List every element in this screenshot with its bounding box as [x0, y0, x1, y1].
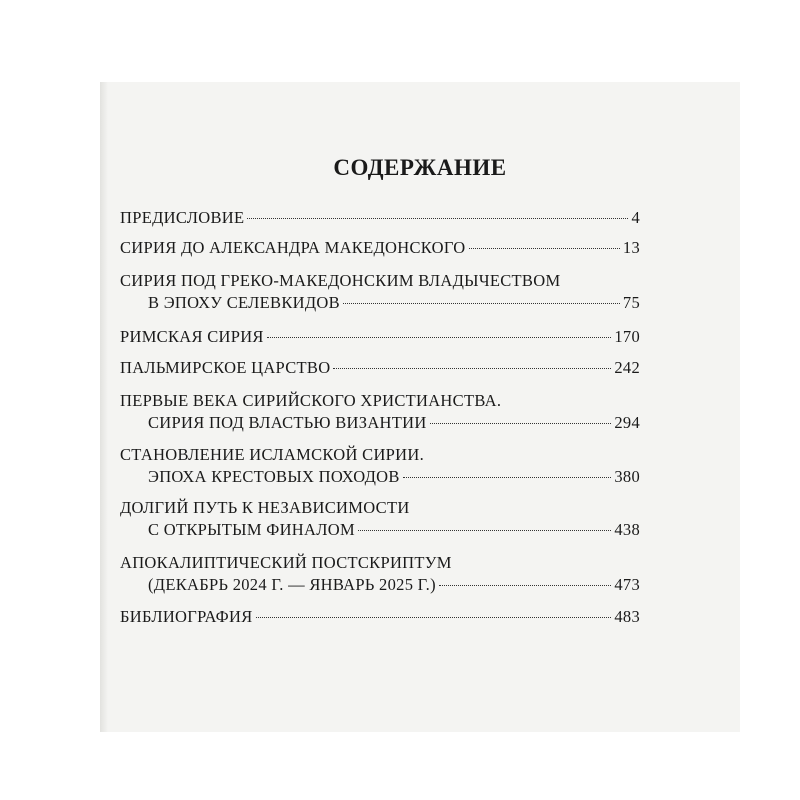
toc-entry-title-line2: ЭПОХА КРЕСТОВЫХ ПОХОДОВ [148, 467, 400, 486]
dot-leader [256, 617, 612, 618]
toc-entry-title-line1: АПОКАЛИПТИЧЕСКИЙ ПОСТСКРИПТУМ [120, 553, 452, 572]
dot-leader [358, 530, 611, 531]
toc-entry [120, 390, 640, 434]
dot-leader [430, 423, 612, 424]
toc-entry-title: РИМСКАЯ СИРИЯ [120, 327, 264, 346]
toc-page-number: 294 [614, 413, 640, 432]
toc-entry-title-line1: ДОЛГИЙ ПУТЬ К НЕЗАВИСИМОСТИ [120, 498, 410, 517]
dot-leader [469, 248, 620, 249]
toc-entry-title-line1: СТАНОВЛЕНИЕ ИСЛАМСКОЙ СИРИИ. [120, 445, 424, 464]
toc-page-number: 13 [622, 238, 640, 257]
toc-entry [120, 444, 640, 488]
toc-entry [120, 357, 640, 379]
toc-entry [120, 552, 640, 596]
toc-page-number: 242 [614, 358, 640, 377]
toc-page-number: 170 [614, 327, 640, 346]
toc-page-number: 473 [614, 575, 640, 594]
dot-leader [333, 368, 611, 369]
toc-title: СОДЕРЖАНИЕ [333, 155, 507, 180]
toc-entry [120, 606, 640, 628]
dot-leader [267, 337, 612, 338]
toc-entry-title: ПАЛЬМИРСКОЕ ЦАРСТВО [120, 358, 331, 377]
toc-entry [120, 326, 640, 348]
toc-page-number: 4 [631, 208, 640, 227]
toc-entry [120, 270, 640, 314]
toc-entry-title-line1: СИРИЯ ПОД ГРЕКО-МАКЕДОНСКИМ ВЛАДЫЧЕСТВОМ [120, 271, 561, 290]
toc-page-number: 483 [614, 607, 640, 626]
toc-entry [120, 237, 640, 259]
toc-entry-title: СИРИЯ ДО АЛЕКСАНДРА МАКЕДОНСКОГО [120, 238, 466, 257]
toc-entry-title-line2: С ОТКРЫТЫМ ФИНАЛОМ [148, 520, 355, 539]
toc-entry-title-line2: В ЭПОХУ СЕЛЕВКИДОВ [148, 293, 340, 312]
toc-entry-title: ПРЕДИСЛОВИЕ [120, 208, 245, 227]
dot-leader [343, 303, 620, 304]
toc-entry-title-line2: (ДЕКАБРЬ 2024 Г. — ЯНВАРЬ 2025 Г.) [148, 575, 436, 594]
toc-entry-title-line2: СИРИЯ ПОД ВЛАСТЬЮ ВИЗАНТИИ [148, 413, 427, 432]
toc-entry [120, 497, 640, 541]
toc-entry-title: БИБЛИОГРАФИЯ [120, 607, 253, 626]
toc-page-number: 75 [622, 293, 640, 312]
toc-entry [120, 207, 640, 229]
dot-leader [403, 477, 612, 478]
dot-leader [247, 218, 628, 219]
toc-page-number: 380 [614, 467, 640, 486]
toc-page-number: 438 [614, 520, 640, 539]
toc-entry-title-line1: ПЕРВЫЕ ВЕКА СИРИЙСКОГО ХРИСТИАНСТВА. [120, 391, 502, 410]
dot-leader [439, 585, 611, 586]
